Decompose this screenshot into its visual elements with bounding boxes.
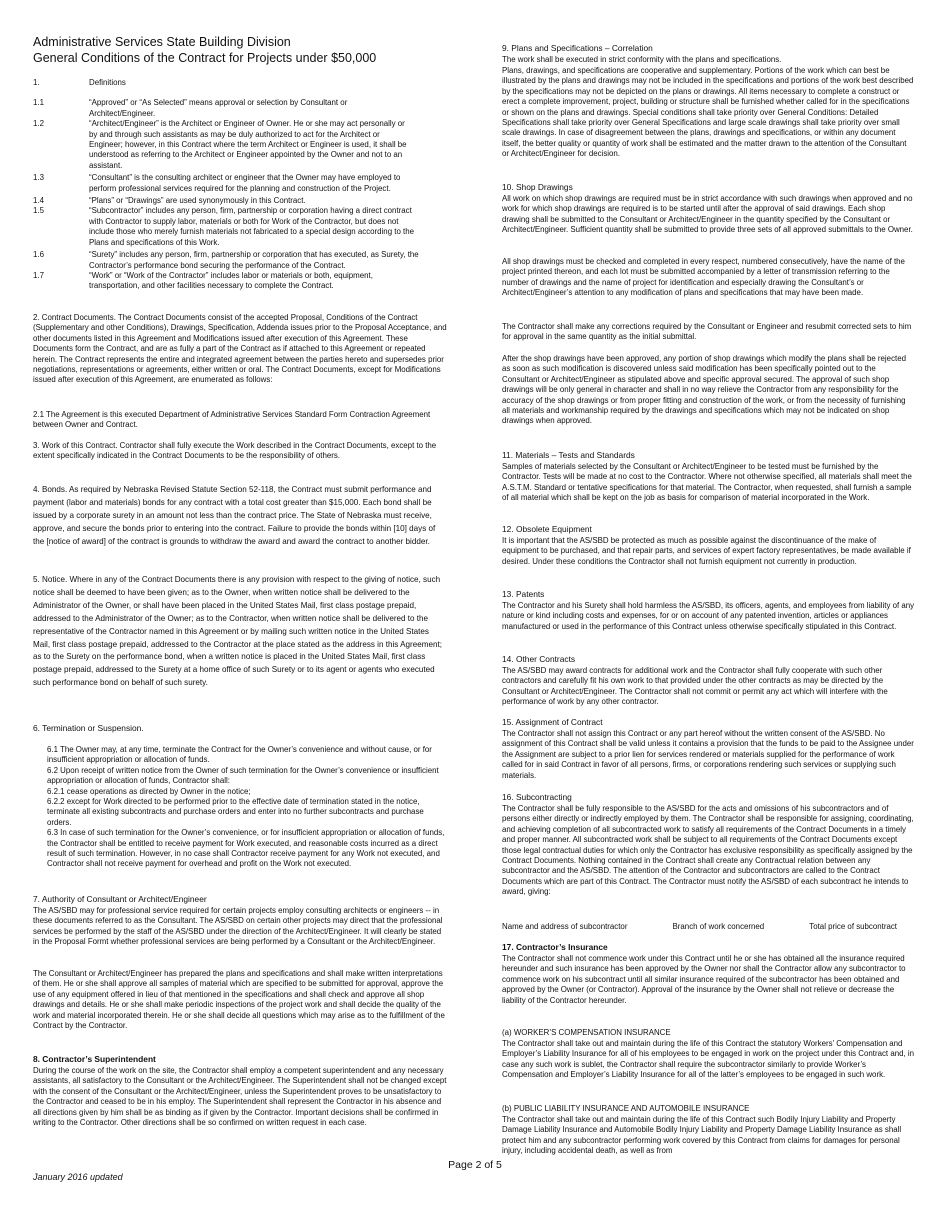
definition-item: 1.1 “Approved” or “As Selected” means approval or selection by Consultant or Architect/Engineer.: [33, 98, 348, 118]
section-14-body: The AS/SBD may award contracts for additional work and the Contractor shall fully cooperate with such other contractors and carefully fit his own work to that provided under the other contracts as may be directed by the Consultant or Architect/Engineer. The Contractor shall not commit or permit any act which will interfere with the performance of work by any other contractor.: [502, 666, 888, 707]
section-10-title: 10. Shop Drawings: [502, 182, 573, 192]
section-10-para-4: After the shop drawings have been approved, any portion of shop drawings which modify the plans shall be rejected as soon as such modification is discovered unless said modification has been specifically pointed out to the Consultant or Architect/Engineer as stipulated above and specific approval secured. The approval of such shop drawings will be only general in character and shall in no way relieve the Contractor from any responsibility for the accuracy of the shop drawings or from proper fitting and construction of the work, or from the necessity of furnishing all materials and workmanship required by the drawings and specifications which may not be indicated on shop drawings when approved.: [502, 354, 906, 426]
revision-date: January 2016 updated: [33, 1172, 123, 1182]
section-7-para-2: The Consultant or Architect/Engineer has prepared the plans and specifications and shall make written interpretations of them. He or she shall approve all samples of material which are specified to be submitted for approval, approve the use of any equipment offered in lieu of that mentioned in the specifications and shall check and approve all shop drawings and details. He or she shall make periodic inspections of the project work and shall decide the quality of the work and material incorporated therein. He or she shall decide all questions which may arise as to the fulfillment of the Contract by the Contractor.: [33, 969, 445, 1031]
definition-item: 1.2 “Architect/Engineer” is the Architect or Engineer of Owner. He or she may act personally or by and through such assistants as may be duly authorized to act for the Architect or Engineer; however, in this Contract where the term Architect or Engineer is used, it shall be understood as referring to the Architect or Engineer appointed by the Owner and not to an assistant.: [33, 119, 407, 170]
subcontract-fields-row: [502, 922, 897, 932]
section-6-1: 6.1 The Owner may, at any time, terminate the Contract for the Owner’s convenience and without cause, or for insufficient appropriation or allocation of funds.: [47, 745, 432, 765]
definition-item: 1.5 “Subcontractor” includes any person, firm, partnership or corporation having a direct contract with Contractor to supply labor, materials or both for Work of the Contractor, but does not include those who merely furnish materials not fabricated to a special design according to the Plans and specifications of this Work.: [33, 206, 415, 247]
header-line-1: Administrative Services State Building Division: [33, 35, 291, 49]
section-6-body: [47, 745, 447, 870]
section-6-2-2: 6.2.2 except for Work directed to be performed prior to the effective date of termination stated in the notice, terminate all existing subcontracts and purchase orders and enter into no further subcontracts and purchase orders.: [47, 797, 424, 827]
section-6-3: 6.3 In case of such termination for the Owner’s convenience, or for insufficient appropriation or allocation of funds, the Contractor shall be entitled to receive payment for Work executed, and reasonable costs incurred as a direct result of such termination. However, in no case shall Contractor receive payment for any Work not executed, and Contractor shall not receive payment for overhead and profit on the Work not executed.: [47, 828, 445, 869]
definition-item: 1.6 “Surety” includes any person, firm, partnership or corporation that has executed, as Surety, the Contractor’s performance bond securing the performance of the Contract.: [33, 250, 419, 270]
section-12-title: 12. Obsolete Equipment: [502, 524, 592, 534]
section-17b-body: The Contractor shall take out and maintain during the life of this Contract such Bodily Injury Liability and Property Damage Liability Insurance and Automobile Bodily Injury Liability and Property Damage Liability Insurance as shall protect him and any subcontractor performing work covered by this Contract from claims for damages for personal injury, including accidental death, as well as from: [502, 1115, 902, 1156]
subcontract-field-price: Total price of subcontract: [809, 922, 897, 931]
section-15-title: 15. Assignment of Contract: [502, 717, 603, 727]
section-17a-body: The Contractor shall take out and maintain during the life of this Contract the statutory Workers’ Compensation and Employer’s Liability Insurance for all of his employees to be engaged in work on the project under this Contract and, in case any such work is sublet, the Contractor shall require the subcontractor similarly to provide Worker’s Compensation and Employer’s Liability Insurance for all of the latter’s employees to be engaged in such work.: [502, 1039, 915, 1080]
section-16-body: The Contractor shall be fully responsible to the AS/SBD for the acts and omissions of his subcontractors and of persons either directly or indirectly employed by them. The Contractor shall be responsible for assigning, coordinating, and achieving completion of all subcontracted work to satisfy all requirements of the Contract Documents in a timely and proper manner. All subcontracted work shall be subject to all requirements of the Contract Documents except those legal contractual duties for which only the Contractor has exclusive responsibility as specifically assigned by the Contract Documents. Nothing contained in the Contract shall create any Contractual relation between any subcontractor and the AS/SBD. The attention of the Contractor and subcontractors are called to the Contract Documents which are part of this Contract. The Contractor must notify the AS/SBD of each subcontract he intends to award, giving:: [502, 804, 914, 897]
definitions-section: [33, 78, 448, 292]
section-9-para-2: Plans, drawings, and specifications are cooperative and supplementary. Portions of the work which can best be illustrated by the plans and drawings may not be included in the specifications and portions of the work best described by the specifications may not be depicted on the plans or drawings. All items necessary to complete a construct or erect a complete improvement, project, building or structure shall be furnished whether called for in the specifications or shown on the plans and drawings. Special conditions shall take priority over General Conditions: Detailed Specifications shall take priority over General Specifications and large scale drawings shall take priority over small scale drawings. In case of disagreement between the plans, drawings and specifications, or within any document itself, the better quality or quantity of work shall be estimated and the matter drawn to the attention of the Consultant or Architect/Engineer for decision.: [502, 66, 914, 159]
section-17a-title: (a) WORKER’S COMPENSATION INSURANCE: [502, 1028, 671, 1037]
section-13-title: 13. Patents: [502, 589, 545, 599]
section-5-notice: 5. Notice. Where in any of the Contract Documents there is any provision with respect to the giving of notice, such notice shall be deemed to have been given; as to the Owner, when written notice shall be delivered to the Administrator of the Owner, or shall have been placed in the United States Mail, first class postage prepaid, addressed to the Administrator of the Owner; as to the Contractor, when written notice shall be delivered to the representative of the Contractor named in this Agreement or by mailing such written notice in the United States Mail, first class postage prepaid, addressed to the Contractor at the place stated as the address in this Agreement; as to the Surety on the performance bond, when a written notice is placed in the United States Mail, first class postage prepaid, addressed to the Surety at a home office of such Surety or to its agent or agents who executed such performance bond on behalf of such surety.: [33, 575, 442, 688]
section-10-para-3: The Contractor shall make any corrections required by the Consultant or Engineer and resubmit corrected sets to him for approval in the same quantity as the initial submittal.: [502, 322, 912, 342]
section-7-para-1: The AS/SBD may for professional service required for certain projects employ consulting architects or engineers -- in these documents referred to as the Consultant. The AS/SBD on certain other projects may direct that the professional services be performed by the staff of the AS/SBD under the direction of the Architect/Engineer. It will clearly be stated in the Proposal Formt whether professional services are being performed by a Consultant or the Architect/Engineer.: [33, 906, 443, 947]
document-header: [33, 34, 376, 66]
section-8-body: During the course of the work on the site, the Contractor shall employ a competent superintendent and any necessary assistants, all satisfactory to the Consultant or the Architect/Engineer. The Superintendent shall not be changed except with the consent of the Consultant or the Architect/Engineer, unless the Superintendent proves to be unsatisfactory to the Contractor and ceased to be in his employ. The Superintendent shall represent the Contractor in his absence and all directions given by him shall be as binding as if given by the Contractor. Important decisions shall be confirmed in writing to the Contractor. Other directions shall be so confirmed on written request in each case.: [33, 1066, 447, 1128]
section-6-2: 6.2 Upon receipt of written notice from the Owner of such termination for the Owner’s convenience or insufficient appropriation or allocation of funds, Contractor shall:: [47, 765, 439, 786]
section-17b-title: (b) PUBLIC LIABILITY INSURANCE AND AUTOMOBILE INSURANCE: [502, 1104, 750, 1113]
section-10-para-2: All shop drawings must be checked and completed in every respect, numbered consecutively, have the name of the project printed thereon, and each lot must be submitted accompanied by a letter of transmission referring to the number of drawings and the name of project for identification and especially drawing the Consultant’s or Architect/Engineer’s attention to any modification of plans and specifications that may have been made.: [502, 257, 905, 298]
section-3-work: 3. Work of this Contract. Contractor shall fully execute the Work described in the Contract Documents, except to the extent specifically indicated in the Contract Documents to be the responsibility of others.: [33, 441, 437, 461]
section-9-title: 9. Plans and Specifications – Correlation: [502, 43, 653, 53]
definition-item: 1.7 “Work” or “Work of the Contractor” includes labor or materials or both, equipment, transportation, and other facilities necessary to complete the Contract.: [33, 270, 373, 291]
definition-item: 1.4 “Plans” or “Drawings” are used synonymously in this Contract.: [33, 196, 306, 206]
section-2-contract-documents: 2. Contract Documents. The Contract Documents consist of the accepted Proposal, Conditions of the Contract (Supplementary and other Conditions), Drawings, Specification, Addenda issues prior to the Proposal Acceptance, and other documents listed in this Agreement and Modifications issued after execution of this Agreement. These Documents form the Contract, and are as fully a part of the Contract as if attached to this Agreement or repeated herein. The Contract represents the entire and integrated agreement between the parties hereto and supersedes prior negotiations, representations or agreements, either written or oral. The Contract Documents, except for Modifications issued after execution of this Agreement, are enumerated as follows:: [33, 313, 447, 385]
section-11-body: Samples of materials selected by the Consultant or Architect/Engineer to be tested must be furnished by the Contractor. Tests will be made at no cost to the Contractor. Where not otherwise specified, all materials shall meet the A.S.T.M. Standard or tentative specifications for that material. The Contractor, when requested, shall furnish a sample of all material which shall be kept on the job as basis for comparison of material incorporated in the Work.: [502, 462, 912, 503]
section-6-2-1: 6.2.1 cease operations as directed by Owner in the notice;: [47, 786, 251, 796]
section-11-title: 11. Materials – Tests and Standards: [502, 450, 635, 460]
section-4-bonds: 4. Bonds. As required by Nebraska Revised Statute Section 52-118, the Contract must submit performance and payment (labor and materials) bonds for any contract with a total cost greater than $15,000. Each bond shall be issued by a corporate surety in an amount not less than the contract price. The State of Nebraska must receive, approve, and secure the bonds prior to entering into the contract. Failure to provide the bonds within [10] days of the [notice of award] of the contract is grounds to withdraw the award and award the contract to another bidder.: [33, 485, 436, 546]
definitions-heading: 1. Definitions: [33, 78, 126, 87]
section-10-para-1: All work on which shop drawings are required must be in strict accordance with such drawings when approved and no work for which shop drawings are required is to be started until after the approval of said drawings. Each shop drawing shall be submitted to the Consultant or Architect/Engineer in the quantity specified by the Consultant or Architect/Engineer. Sufficient quantity shall be submitted to provide three sets of all approved submittals to the Owner.: [502, 194, 913, 235]
section-2-1-agreement: 2.1 The Agreement is this executed Department of Administrative Services Standard Form Contraction Agreement between Owner and Contract.: [33, 410, 431, 430]
section-7-title: 7. Authority of Consultant or Architect/Engineer: [33, 894, 207, 904]
page-number: Page 2 of 5: [448, 1159, 502, 1171]
section-17-body: The Contractor shall not commence work under this Contract until he or she has obtained all the insurance required hereunder and such insurance has been approved by the Owner nor shall the Contractor allow any subcontractor to commence work on his subcontract until all similar insurance required of the subcontractor has been obtained and approved by the Owner (or Contractor). Approval of the insurance by the Owner shall not relieve or decrease the liability of the Contractor hereunder.: [502, 954, 906, 1005]
section-17-title: 17. Contractor’s Insurance: [502, 942, 608, 952]
header-line-2: General Conditions of the Contract for Projects under $50,000: [33, 51, 377, 65]
section-13-body: The Contractor and his Surety shall hold harmless the AS/SBD, its officers, agents, and employees from liability of any nature or kind including costs and expenses, for or on account of any patented invention, articles or appliances manufactured or used in the performance of this Contract unless otherwise specifically stipulated in this Contract.: [502, 601, 915, 631]
section-16-title: 16. Subcontracting: [502, 792, 572, 802]
section-15-body: The Contractor shall not assign this Contract or any part hereof without the written consent of the AS/SBD. No assignment of this Contract shall be valid unless it contains a provision that the funds to be paid to the Assignee under the Assignment are subject to a prior lien for services rendered or materials supplied for the performance of work called for in said Contract in favor of all persons, firms, or corporations rendering such services or supplying such materials.: [502, 729, 914, 780]
subcontract-field-branch: Branch of work concerned: [672, 922, 765, 931]
section-9-para-1: The work shall be executed in strict conformity with the plans and specifications.: [502, 55, 782, 64]
section-14-title: 14. Other Contracts: [502, 654, 576, 664]
definition-item: 1.3 “Consultant” is the consulting architect or engineer that the Owner may have employed to perform professional services required for the planning and construction of the Project.: [33, 173, 401, 193]
section-12-body: It is important that the AS/SBD be protected as much as possible against the discontinuance of the make of equipment to be purchased, and that repair parts, and services of expert factory representatives, be made available if desired. Under these conditions the Contractor shall not furnish equipment not currently in production.: [502, 536, 911, 566]
section-6-title: 6. Termination or Suspension.: [33, 723, 144, 733]
subcontract-field-name: Name and address of subcontractor: [502, 922, 628, 931]
section-8-title: 8. Contractor’s Superintendent: [33, 1054, 156, 1064]
